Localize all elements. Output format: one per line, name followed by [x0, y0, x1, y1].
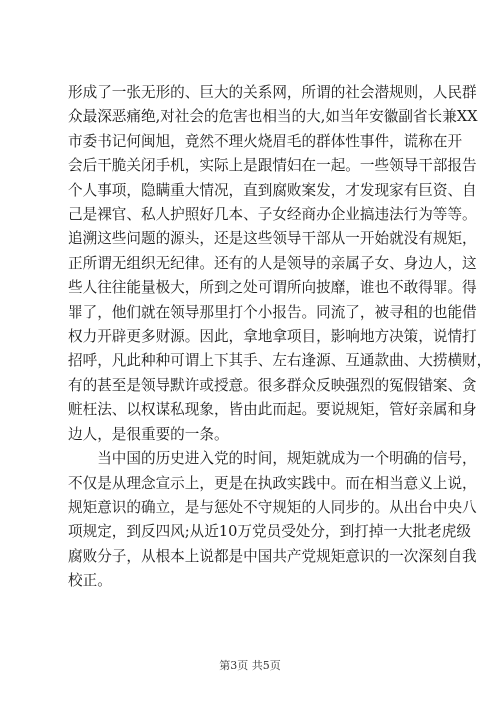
- text-line: 己是裸官、私人护照好几本、子女经商办企业搞违法行为等等。: [68, 206, 477, 224]
- text-line: 权力开辟更多财源。因此，拿地拿项目，影响地方决策，说情打: [68, 328, 477, 346]
- paragraph-2: [68, 447, 477, 593]
- text-line: 追溯这些问题的源头，还是这些领导干部从一开始就没有规矩，: [68, 230, 477, 248]
- text-line: 有的甚至是领导默许或授意。很多群众反映强烈的冤假错案、贪: [68, 376, 477, 394]
- text-line: 形成了一张无形的、巨大的关系网，所谓的社会潜规则，人民群: [68, 84, 477, 101]
- text-line: 市委书记何闽旭，竟然不理火烧眉毛的群体性事件，谎称在开: [68, 132, 463, 150]
- text-line: 腐败分子，从根本上说都是中国共产党规矩意识的一次深刻自我: [68, 547, 477, 565]
- page-number-label: 第3页 共5页: [219, 659, 281, 672]
- text-line: 招呼，凡此种种可谓上下其手、左右逢源、互通款曲、大捞横财，: [68, 352, 492, 370]
- text-line: 个人事项，隐瞒重大情况，直到腐败案发，才发现家有巨资、自: [68, 181, 477, 199]
- text-line: 规矩意识的确立，是与惩处不守规矩的人同步的。从出台中央八: [68, 498, 477, 516]
- text-line: 边人，是很重要的一条。: [68, 425, 229, 443]
- text-line: 校正。: [68, 572, 112, 590]
- text-line: 项规定，到反四风;从近10万党员受处分，到打掉一大批老虎级: [68, 523, 471, 541]
- text-line: 些人往往能量极大，所到之处可谓所向披靡，谁也不敢得罪。得: [68, 279, 477, 297]
- text-line: 众最深恶痛绝,对社会的危害也相当的大,如当年安徽副省长兼XX: [68, 108, 478, 126]
- text-line: 正所谓无组织无纪律。还有的人是领导的亲属子女、身边人，这: [68, 254, 477, 272]
- text-line: 会后干脆关闭手机，实际上是跟情妇在一起。一些领导干部报告: [68, 157, 477, 175]
- paragraph-1: [68, 81, 492, 447]
- body-text: [68, 81, 492, 594]
- text-line: 不仅是从理念宣示上，更是在执政实践中。而在相当意义上说，: [68, 474, 477, 492]
- text-line: 当中国的历史进入党的时间，规矩就成为一个明确的信号，: [68, 450, 477, 468]
- text-line: 赃枉法、以权谋私现象，皆由此而起。要说规矩，管好亲属和身: [68, 401, 477, 419]
- text-line: 罪了，他们就在领导那里打个小报告。同流了，被寻租的也能借: [68, 303, 477, 321]
- page-footer: [0, 659, 500, 673]
